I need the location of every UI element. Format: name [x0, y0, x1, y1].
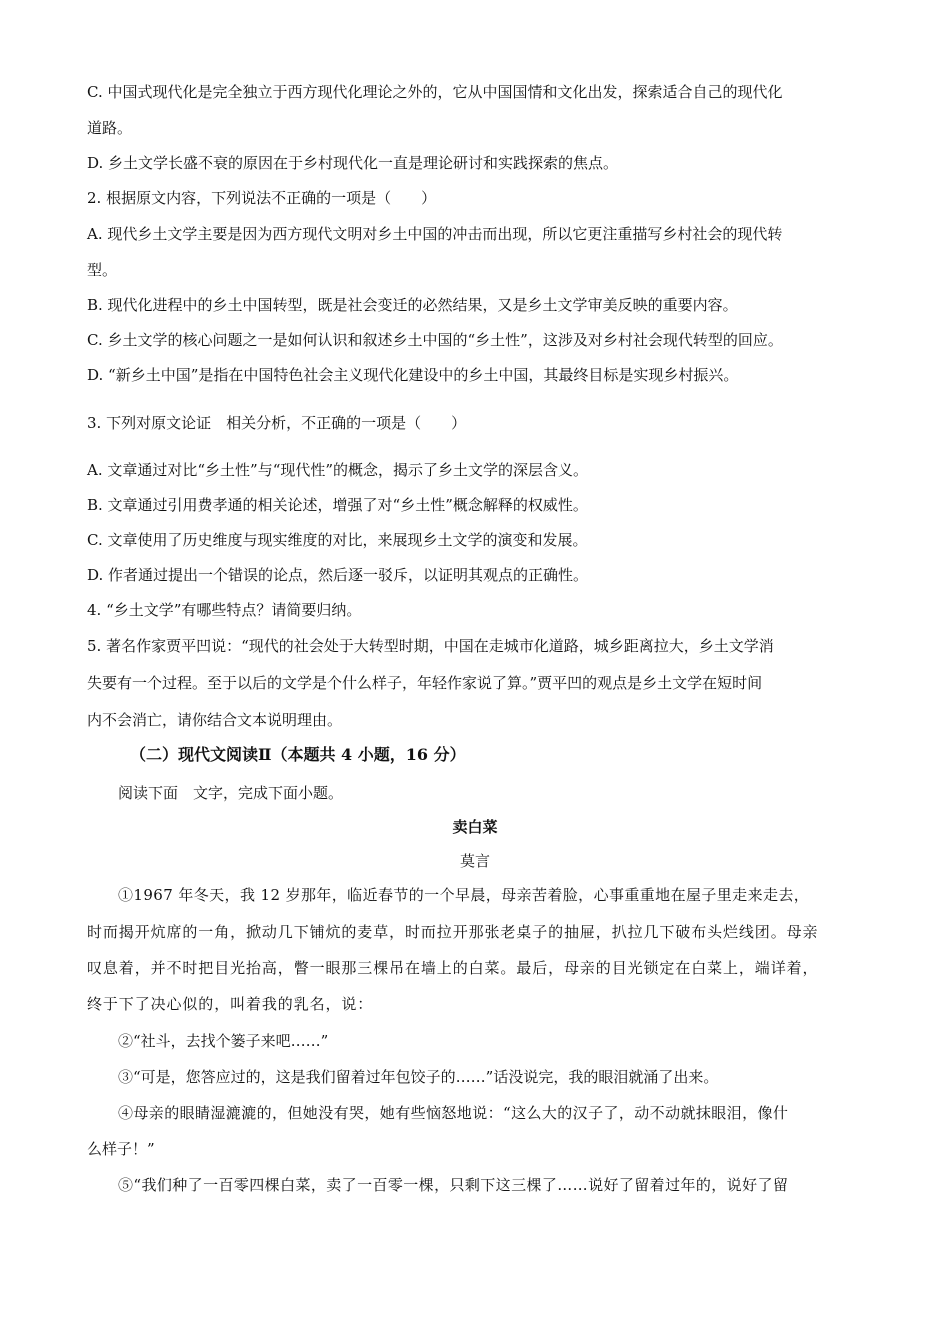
story-p1-line3: 叹息着，并不时把目光抬高，瞥一眼那三棵吊在墙上的白菜。最后，母亲的目光锁定在白菜上，端详着， [87, 959, 819, 977]
q2-option-c: C. 乡土文学的核心问题之一是如何认识和叙述乡土中国的“乡土性”，这涉及对乡村社会现代转型的回应。 [87, 331, 783, 349]
story-p4-line1: ④母亲的眼睛湿漉漉的，但她没有哭，她有些恼怒地说：“这么大的汉子了，动不动就抹眼泪，像什 [118, 1104, 789, 1122]
q2-stem: 2. 根据原文内容，下列说法不正确的一项是（ ） [87, 189, 437, 207]
story-p1-line2: 时而揭开炕席的一角，掀动几下铺炕的麦草，时而拉开那张老桌子的抽屉，扒拉几下破布头烂线团。母亲 [87, 923, 819, 941]
q2-option-a-line1: A. 现代乡土文学主要是因为西方现代文明对乡土中国的冲击而出现，所以它更注重描写乡村社会的现代转 [87, 225, 783, 243]
q3-stem: 3. 下列对原文论证 相关分析，不正确的一项是（ ） [87, 414, 467, 432]
story-p2: ②“社斗，去找个篓子来吧……” [118, 1032, 329, 1050]
story-p3: ③“可是，您答应过的，这是我们留着过年包饺子的……”话没说完，我的眼泪就涌了出来。 [118, 1068, 719, 1086]
q1-option-d: D. 乡土文学长盛不衰的原因在于乡村现代化一直是理论研讨和实践探索的焦点。 [87, 154, 619, 172]
section-instruction: 阅读下面 文字，完成下面小题。 [118, 784, 344, 802]
section-heading: （二）现代文阅读Ⅱ（本题共 4 小题，16 分） [130, 745, 466, 764]
story-p1-line1: ①1967 年冬天，我 12 岁那年，临近春节的一个早晨，母亲苦着脸，心事重重地在屋子里走来走去， [118, 886, 810, 904]
q4-stem: 4. “乡土文学”有哪些特点？请简要归纳。 [87, 601, 362, 619]
q3-option-a: A. 文章通过对比“乡土性”与“现代性”的概念，揭示了乡土文学的深层含义。 [87, 461, 589, 479]
q5-line3: 内不会消亡，请你结合文本说明理由。 [87, 711, 343, 729]
q3-option-b: B. 文章通过引用费孝通的相关论述，增强了对“乡土性”概念解释的权威性。 [87, 496, 588, 514]
q2-option-d: D. “新乡土中国”是指在中国特色社会主义现代化建设中的乡土中国，其最终目标是实现乡村振兴。 [87, 366, 739, 384]
q2-option-b: B. 现代化进程中的乡土中国转型，既是社会变迁的必然结果，又是乡土文学审美反映的重要内容。 [87, 296, 738, 314]
story-p1-line4: 终于下了决心似的，叫着我的乳名，说： [87, 995, 374, 1013]
story-title: 卖白菜 [452, 818, 498, 836]
q3-option-c: C. 文章使用了历史维度与现实维度的对比，来展现乡土文学的演变和发展。 [87, 531, 588, 549]
story-author: 莫言 [459, 852, 490, 870]
q1-option-c-line2: 道路。 [87, 119, 133, 137]
q5-line2: 失要有一个过程。至于以后的文学是个什么样子，年轻作家说了算。”贾平凹的观点是乡土文学在短时间 [87, 674, 763, 692]
story-p5: ⑤“我们种了一百零四棵白菜，卖了一百零一棵，只剩下这三棵了……说好了留着过年的，说好了留 [118, 1176, 789, 1194]
q2-option-a-line2: 型。 [87, 261, 118, 279]
q1-option-c-line1: C. 中国式现代化是完全独立于西方现代化理论之外的，它从中国国情和文化出发，探索适合自己的现代化 [87, 83, 783, 101]
story-p4-line2: 么样子！” [87, 1140, 155, 1158]
q3-option-d: D. 作者通过提出一个错误的论点，然后逐一驳斥，以证明其观点的正确性。 [87, 566, 589, 584]
q5-line1: 5. 著名作家贾平凹说：“现代的社会处于大转型时期，中国在走城市化道路，城乡距离拉大，乡土文学消 [87, 637, 774, 655]
